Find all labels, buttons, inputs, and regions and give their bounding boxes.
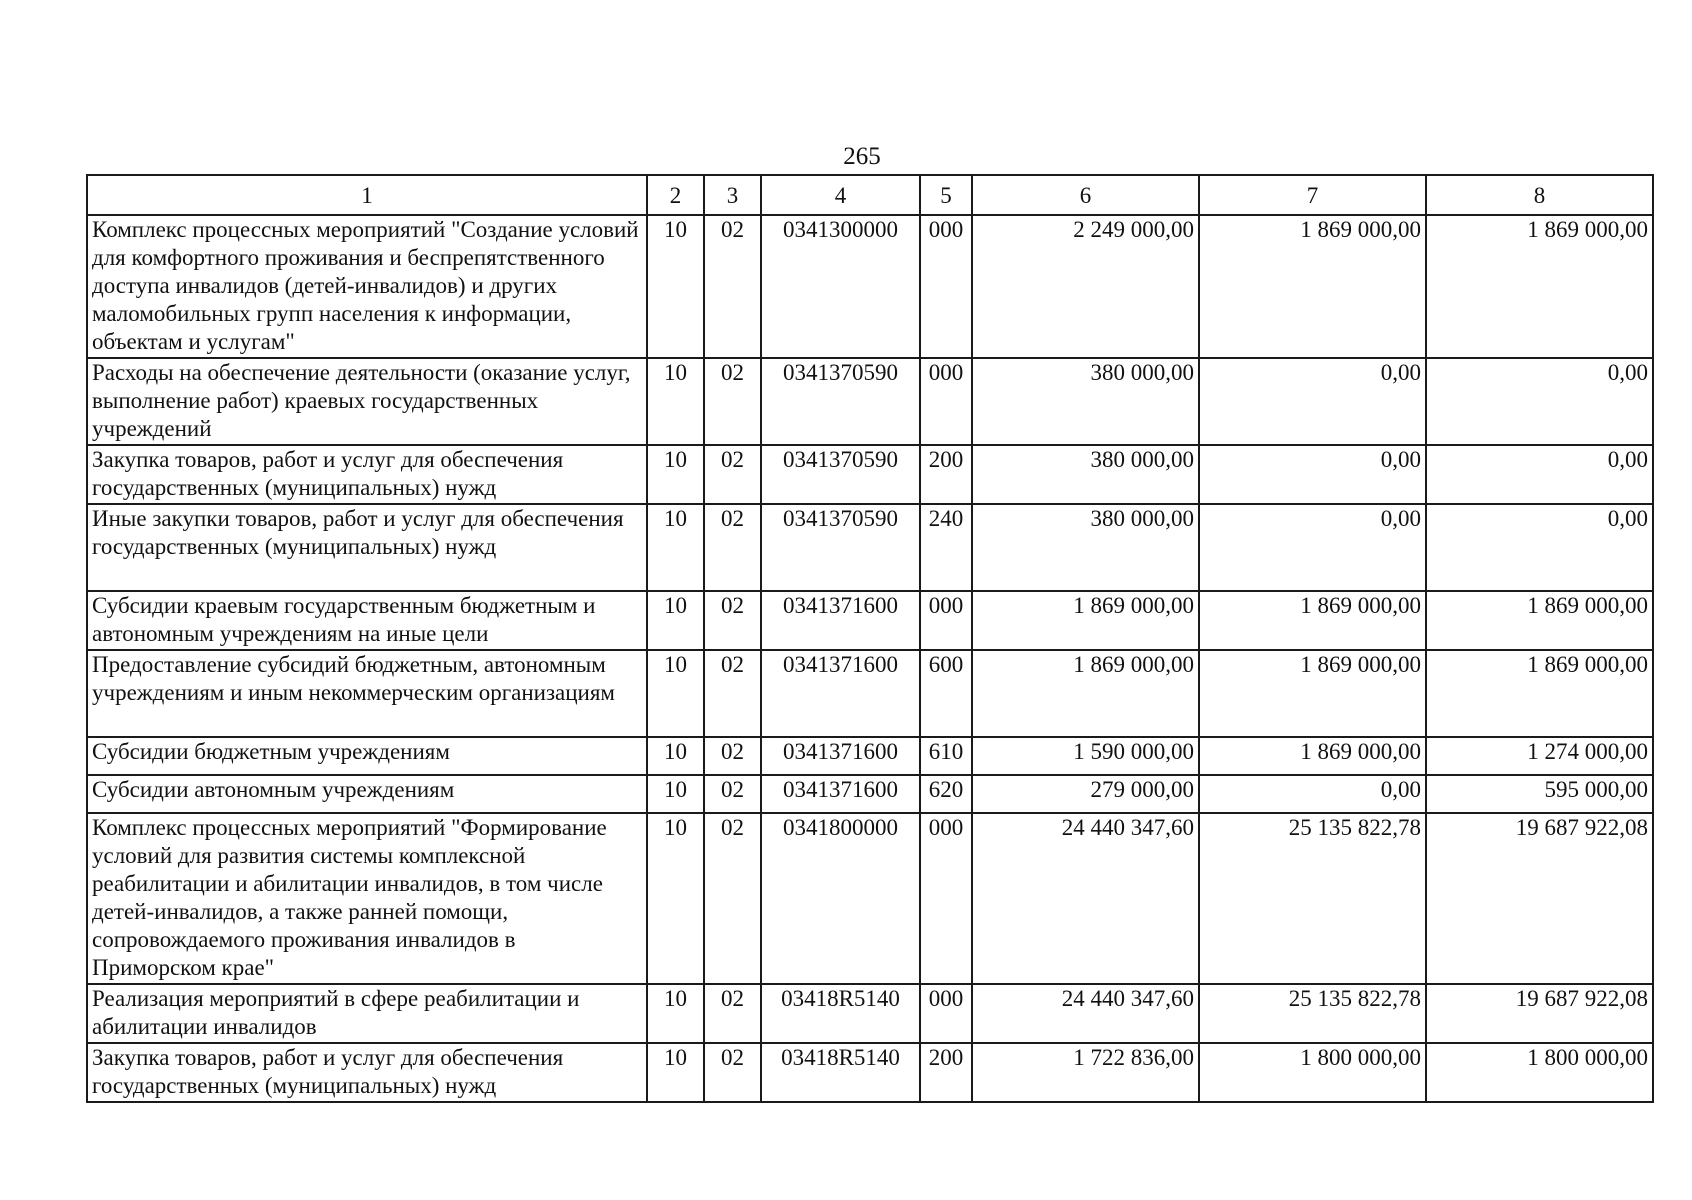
table-row bbox=[87, 1043, 1653, 1102]
page-number: 265 bbox=[843, 143, 881, 170]
row-amount-col8: 1 800 000,00 bbox=[1426, 1043, 1653, 1102]
row-subsection-code: 02 bbox=[704, 984, 761, 1043]
row-subsection-code: 02 bbox=[704, 504, 761, 591]
row-expense-type-code: 610 bbox=[920, 737, 972, 775]
row-amount-col8: 1 869 000,00 bbox=[1426, 591, 1653, 650]
row-name: Комплекс процессных мероприятий "Формирование условий для развития системы комплексной реабилитации и абилитации инвалидов, в том числе детей-инвалидов, а также ранней помощи, сопровождаемого проживания инвалидов в Приморском крае" bbox=[87, 813, 647, 984]
table-row bbox=[87, 504, 1653, 591]
row-target-article-code: 0341370590 bbox=[761, 445, 920, 504]
row-target-article-code: 03418R5140 bbox=[761, 1043, 920, 1102]
column-header: 8 bbox=[1426, 175, 1653, 215]
row-expense-type-code: 000 bbox=[920, 813, 972, 984]
table-row bbox=[87, 591, 1653, 650]
row-amount-col8: 1 869 000,00 bbox=[1426, 650, 1653, 737]
row-name: Иные закупки товаров, работ и услуг для обеспечения государственных (муниципальных) нужд bbox=[87, 504, 647, 591]
row-subsection-code: 02 bbox=[704, 1043, 761, 1102]
row-amount-col8: 19 687 922,08 bbox=[1426, 984, 1653, 1043]
row-section-code: 10 bbox=[647, 650, 704, 737]
row-expense-type-code: 240 bbox=[920, 504, 972, 591]
column-header: 5 bbox=[920, 175, 972, 215]
row-subsection-code: 02 bbox=[704, 358, 761, 445]
row-subsection-code: 02 bbox=[704, 737, 761, 775]
row-target-article-code: 0341371600 bbox=[761, 650, 920, 737]
column-header: 6 bbox=[972, 175, 1199, 215]
row-amount-col7: 1 800 000,00 bbox=[1199, 1043, 1426, 1102]
row-expense-type-code: 600 bbox=[920, 650, 972, 737]
row-amount-col6: 24 440 347,60 bbox=[972, 813, 1199, 984]
row-amount-col8: 1 274 000,00 bbox=[1426, 737, 1653, 775]
row-amount-col8: 19 687 922,08 bbox=[1426, 813, 1653, 984]
row-amount-col6: 279 000,00 bbox=[972, 775, 1199, 813]
row-expense-type-code: 200 bbox=[920, 1043, 972, 1102]
row-subsection-code: 02 bbox=[704, 650, 761, 737]
row-amount-col7: 0,00 bbox=[1199, 504, 1426, 591]
row-expense-type-code: 000 bbox=[920, 591, 972, 650]
row-expense-type-code: 620 bbox=[920, 775, 972, 813]
row-section-code: 10 bbox=[647, 358, 704, 445]
table-row bbox=[87, 650, 1653, 737]
row-subsection-code: 02 bbox=[704, 215, 761, 358]
row-subsection-code: 02 bbox=[704, 445, 761, 504]
row-section-code: 10 bbox=[647, 813, 704, 984]
table-row bbox=[87, 737, 1653, 775]
row-section-code: 10 bbox=[647, 504, 704, 591]
row-subsection-code: 02 bbox=[704, 813, 761, 984]
row-subsection-code: 02 bbox=[704, 591, 761, 650]
row-amount-col7: 0,00 bbox=[1199, 445, 1426, 504]
row-section-code: 10 bbox=[647, 591, 704, 650]
row-amount-col6: 1 722 836,00 bbox=[972, 1043, 1199, 1102]
budget-table bbox=[86, 174, 1654, 1103]
row-amount-col7: 1 869 000,00 bbox=[1199, 737, 1426, 775]
table-row bbox=[87, 358, 1653, 445]
row-amount-col6: 1 869 000,00 bbox=[972, 591, 1199, 650]
row-target-article-code: 0341371600 bbox=[761, 591, 920, 650]
row-target-article-code: 0341800000 bbox=[761, 813, 920, 984]
table-row bbox=[87, 813, 1653, 984]
row-amount-col6: 1 869 000,00 bbox=[972, 650, 1199, 737]
row-name: Комплекс процессных мероприятий "Создание условий для комфортного проживания и беспрепятственного доступа инвалидов (детей-инвалидов) и других маломобильных групп населения к информации, объектам и услугам" bbox=[87, 215, 647, 358]
column-header: 2 bbox=[647, 175, 704, 215]
row-amount-col8: 1 869 000,00 bbox=[1426, 215, 1653, 358]
row-name: Расходы на обеспечение деятельности (оказание услуг, выполнение работ) краевых государственных учреждений bbox=[87, 358, 647, 445]
row-amount-col8: 0,00 bbox=[1426, 358, 1653, 445]
row-name: Субсидии бюджетным учреждениям bbox=[87, 737, 647, 775]
row-amount-col8: 595 000,00 bbox=[1426, 775, 1653, 813]
row-amount-col6: 24 440 347,60 bbox=[972, 984, 1199, 1043]
row-amount-col7: 25 135 822,78 bbox=[1199, 813, 1426, 984]
row-target-article-code: 0341371600 bbox=[761, 775, 920, 813]
row-expense-type-code: 000 bbox=[920, 358, 972, 445]
table-row bbox=[87, 445, 1653, 504]
row-amount-col6: 380 000,00 bbox=[972, 504, 1199, 591]
row-name: Закупка товаров, работ и услуг для обеспечения государственных (муниципальных) нужд bbox=[87, 445, 647, 504]
row-target-article-code: 0341300000 bbox=[761, 215, 920, 358]
row-amount-col7: 0,00 bbox=[1199, 775, 1426, 813]
table-row bbox=[87, 984, 1653, 1043]
row-name: Реализация мероприятий в сфере реабилитации и абилитации инвалидов bbox=[87, 984, 647, 1043]
row-name: Закупка товаров, работ и услуг для обеспечения государственных (муниципальных) нужд bbox=[87, 1043, 647, 1102]
row-name: Субсидии краевым государственным бюджетным и автономным учреждениям на иные цели bbox=[87, 591, 647, 650]
row-amount-col7: 1 869 000,00 bbox=[1199, 591, 1426, 650]
row-name: Субсидии автономным учреждениям bbox=[87, 775, 647, 813]
table-row bbox=[87, 215, 1653, 358]
row-amount-col8: 0,00 bbox=[1426, 445, 1653, 504]
row-amount-col7: 0,00 bbox=[1199, 358, 1426, 445]
row-section-code: 10 bbox=[647, 445, 704, 504]
table-row bbox=[87, 775, 1653, 813]
row-section-code: 10 bbox=[647, 1043, 704, 1102]
table-header-row bbox=[87, 175, 1653, 215]
row-amount-col6: 2 249 000,00 bbox=[972, 215, 1199, 358]
row-name: Предоставление субсидий бюджетным, автономным учреждениям и иным некоммерческим организациям bbox=[87, 650, 647, 737]
row-section-code: 10 bbox=[647, 215, 704, 358]
column-header: 1 bbox=[87, 175, 647, 215]
row-target-article-code: 03418R5140 bbox=[761, 984, 920, 1043]
row-target-article-code: 0341370590 bbox=[761, 504, 920, 591]
row-target-article-code: 0341371600 bbox=[761, 737, 920, 775]
row-amount-col6: 380 000,00 bbox=[972, 445, 1199, 504]
row-expense-type-code: 200 bbox=[920, 445, 972, 504]
row-amount-col7: 1 869 000,00 bbox=[1199, 650, 1426, 737]
row-section-code: 10 bbox=[647, 775, 704, 813]
column-header: 7 bbox=[1199, 175, 1426, 215]
row-amount-col7: 1 869 000,00 bbox=[1199, 215, 1426, 358]
row-section-code: 10 bbox=[647, 737, 704, 775]
row-expense-type-code: 000 bbox=[920, 215, 972, 358]
column-header: 4 bbox=[761, 175, 920, 215]
row-amount-col7: 25 135 822,78 bbox=[1199, 984, 1426, 1043]
column-header: 3 bbox=[704, 175, 761, 215]
row-target-article-code: 0341370590 bbox=[761, 358, 920, 445]
row-amount-col8: 0,00 bbox=[1426, 504, 1653, 591]
row-expense-type-code: 000 bbox=[920, 984, 972, 1043]
row-subsection-code: 02 bbox=[704, 775, 761, 813]
row-amount-col6: 380 000,00 bbox=[972, 358, 1199, 445]
row-section-code: 10 bbox=[647, 984, 704, 1043]
row-amount-col6: 1 590 000,00 bbox=[972, 737, 1199, 775]
